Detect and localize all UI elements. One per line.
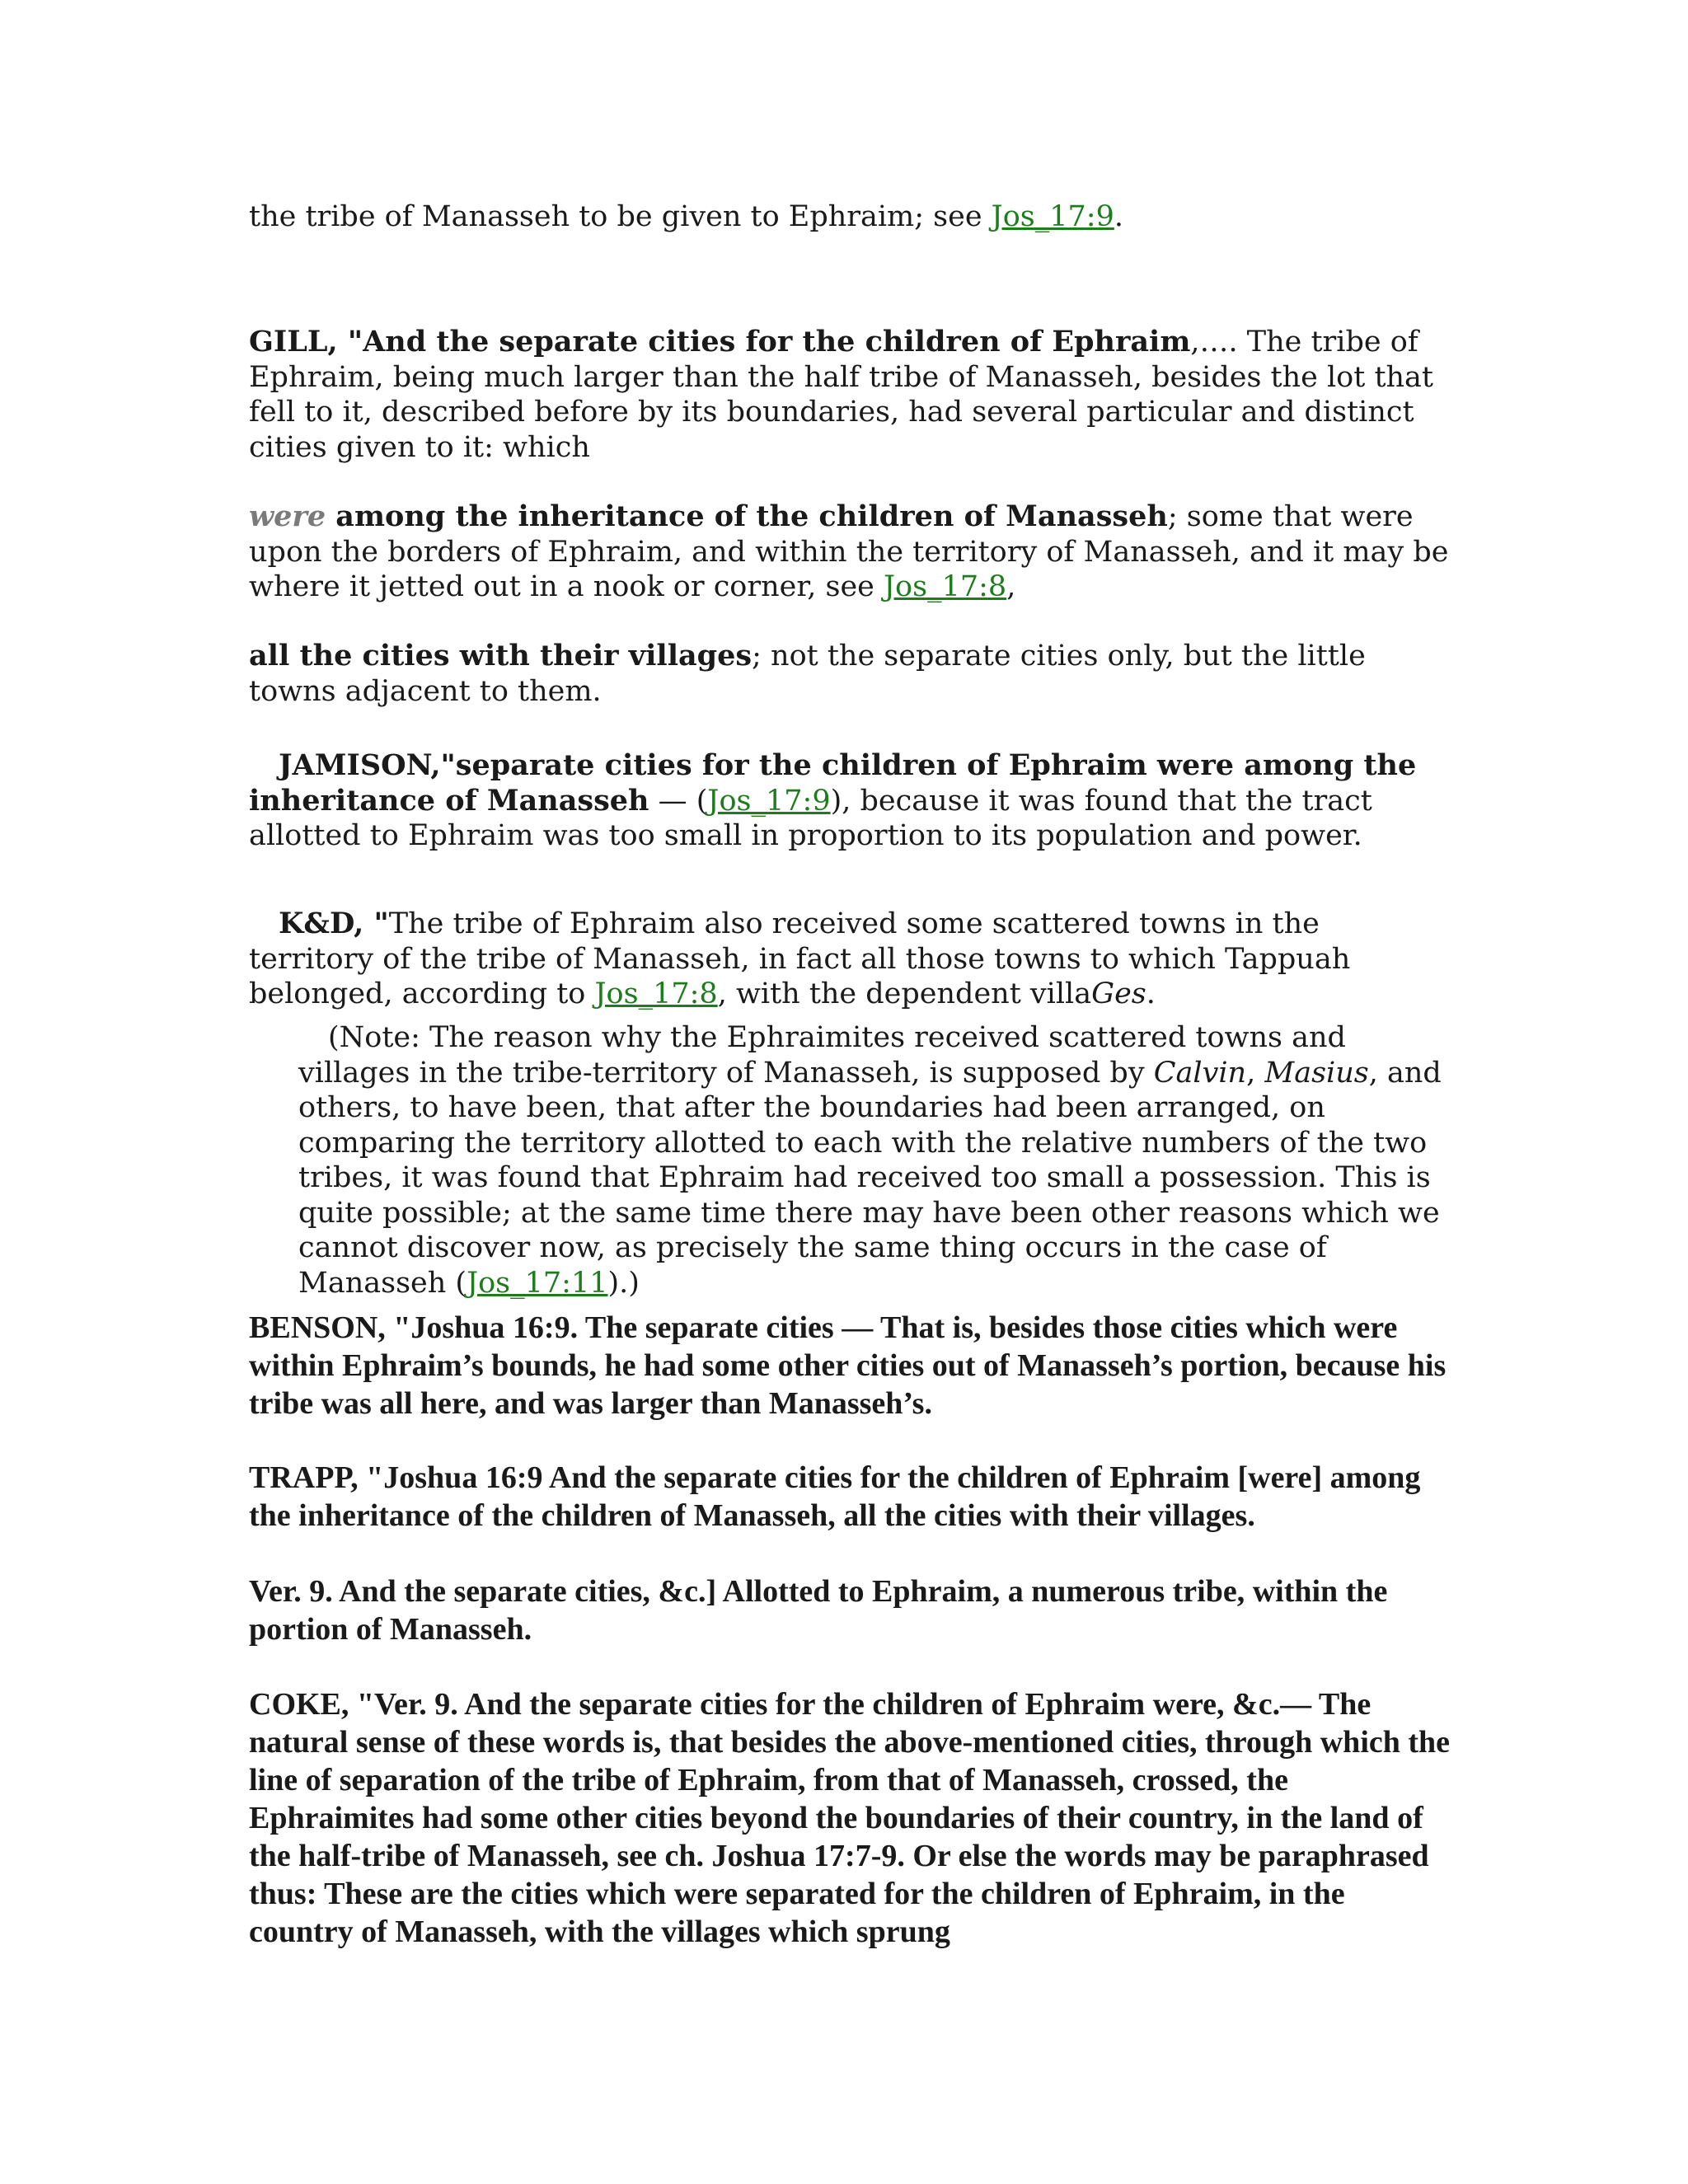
intro-text: the tribe of Manasseh to be given to Ephraim; see [249, 200, 992, 233]
kd-italic: Ges [1091, 977, 1146, 1010]
jamison-dash: — ( [649, 784, 708, 818]
jamison-paragraph [249, 748, 1452, 854]
gill-paragraph-2 [249, 499, 1452, 605]
jamison-text: ), because it was found that the tract allotted to Ephraim was too small in proportion to its population and power. [249, 784, 1372, 852]
kd-text-2: , with the dependent villa [717, 977, 1092, 1010]
note-text-1: (Note: The reason why the Ephraimites received scattered towns and villages in the tribe-territory of Manasseh, is supposed by [298, 1021, 1346, 1090]
kd-text: The tribe of Ephraim also received some scattered towns in the territory of the tribe of Manasseh, in fact all those towns to which Tappuah belonged, according to [249, 907, 1351, 1010]
gill-end-2: , [1006, 570, 1016, 603]
note-comma: , [1246, 1056, 1265, 1090]
gill-text-3: ; not the separate cities only, but the little towns adjacent to them. [249, 640, 1366, 708]
gill-paragraph-3 [249, 639, 1452, 709]
jamison-heading: JAMISON,"separate cities for the children of Ephraim were among the inheritance of Manasseh [249, 748, 1417, 818]
scripture-link-jos-17-8-b[interactable]: Jos_17:8 [594, 977, 718, 1010]
kd-paragraph [249, 907, 1452, 1012]
note-text-2: , and others, to have been, that after the boundaries had been arranged, on comparing the territory allotted to each with the relative numbers of the two tribes, it was found that Ephraim had received too small a possession. This is quite possible; at the same time there may have been other reasons which we cannot discover now, as precisely the same thing occurs in the case of Manasseh ( [298, 1056, 1442, 1300]
intro-paragraph [249, 199, 1452, 235]
note-calvin: Calvin [1153, 1056, 1247, 1090]
gill-text-1: ,…. The tribe of Ephraim, being much larger than the half tribe of Manasseh, besides the lot that fell to it, described before by its boundaries, had several particular and distinct cities given to it: which [249, 326, 1433, 464]
coke-paragraph: COKE, "Ver. 9. And the separate cities for the children of Ephraim were, &c.— The natural sense of these words is, that besides the above-mentioned cities, through which the line of separation of the tribe of Ephraim, from that of Manasseh, crossed, the Ephraimites had some other cities beyond the boundaries of their country, in the land of the half-tribe of Manasseh, see ch. Joshua 17:7-9. Or else the words may be paraphrased thus: These are the cities which were separated for the children of Ephraim, in the country of Manasseh, with the villages which sprung [249, 1687, 1451, 1949]
scripture-link-jos-17-11[interactable]: Jos_17:11 [467, 1266, 608, 1300]
scripture-link-jos-17-9[interactable]: Jos_17:9 [991, 200, 1114, 233]
kd-note-paragraph [298, 1020, 1452, 1301]
kd-end: . [1146, 977, 1156, 1010]
gill-text-2: ; some that were upon the borders of Ephraim, and within the territory of Manasseh, and it may be where it jetted out in a nook or corner, see [249, 500, 1449, 603]
note-masius: Masius [1264, 1056, 1369, 1090]
scripture-link-jos-17-9-b[interactable]: Jos_17:9 [707, 784, 831, 818]
gill-paragraph-1 [249, 325, 1452, 465]
benson-paragraph: BENSON, "Joshua 16:9. The separate cities — That is, besides those cities which were within Ephraim’s bounds, he had some other cities out of Manasseh’s portion, because his tribe was all here, and was larger than Manasseh’s. [249, 1310, 1447, 1421]
gill-bold-2: among the inheritance of the children of Manasseh [326, 499, 1168, 533]
note-end: ).) [607, 1266, 640, 1300]
trapp-paragraph-1: TRAPP, "Joshua 16:9 And the separate cities for the children of Ephraim [were] among the inheritance of the children of Manasseh, all the cities with their villages. [249, 1460, 1421, 1533]
trapp-paragraph-2: Ver. 9. And the separate cities, &c.] Allotted to Ephraim, a numerous tribe, within the portion of Manasseh. [249, 1574, 1388, 1647]
scripture-link-jos-17-8[interactable]: Jos_17:8 [884, 570, 1007, 603]
intro-end: . [1114, 200, 1123, 233]
kd-heading: K&D, " [279, 907, 389, 940]
gill-heading: GILL, "And the separate cities for the children of Ephraim [249, 325, 1191, 359]
gill-bold-3: all the cities with their villages [249, 639, 753, 673]
gill-were-italic: were [249, 499, 326, 533]
